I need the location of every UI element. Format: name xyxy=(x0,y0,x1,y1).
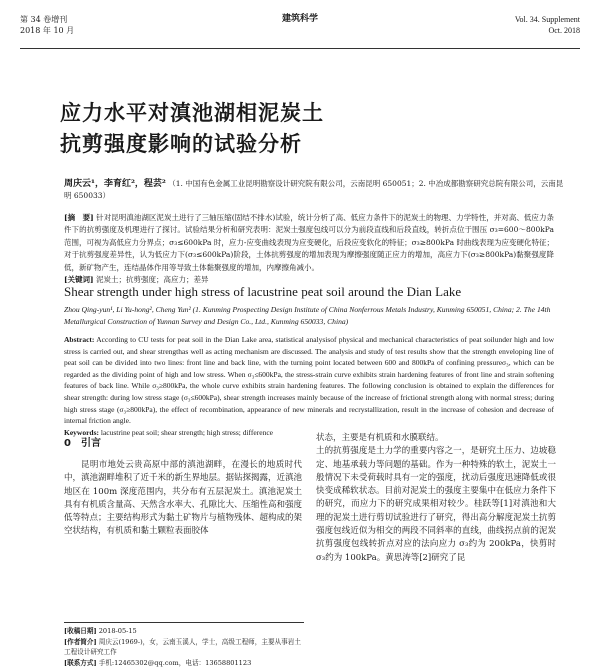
body-column-left xyxy=(64,432,302,539)
abstract-label: [摘 要] xyxy=(64,213,94,222)
keywords-text: 泥炭土；抗剪强度；高应力；差异 xyxy=(96,275,209,285)
affiliation: （1. 中国有色金属工业昆明勘察设计研究院有限公司，云南昆明 650051；2. 中冶成都勘察研究总院有限公司，云南昆明 650033） xyxy=(64,179,564,200)
author-bio: [作者简介] 周庆云(1969-)，女，云南玉溪人，学士，高级工程师，主要从事岩土工程设计研究工作 xyxy=(64,637,301,656)
volume-label: 第 34 卷增刊 xyxy=(20,15,68,24)
authors-chinese xyxy=(64,178,564,202)
title-chinese xyxy=(60,98,324,160)
journal-name: 建筑科学 xyxy=(281,14,318,24)
authors-english: Zhou Qing-yun¹, Li Yu-hong², Cheng Yun² (1. Kunming Prospecting Design Institute of China Nonferrous Metals Industry, Kunming 650051, China; 2. The 14th Metallurgical Construction of Yunnan Survey and Design Co., Ltd., Kunming 650033, China) xyxy=(64,305,551,326)
abstract-chinese xyxy=(64,212,554,286)
section-heading: 0 引言 xyxy=(64,438,101,449)
abstract-text: 针对昆明滇池湖区泥炭土进行了三轴压缩(固结不排水)试验，统计分析了高、低应力条件下的泥炭土的物理、力学特性，并对高、低应力条件下的抗剪强度及机理进行了探讨。试验结果分析和研究表明：泥炭土强度包线可以分为前段直线和后段直线，转折点位于围压 σ₃=600～800kPa 范围，可视为高低应力分界点；σ₃≤600kPa 时，应力-应变曲线表现为应变硬化，后段应变软化的特征；σ₃≥800kPa 时曲线表现为应变硬化特征；对于抗剪强度差异性，认为低应力下(σ₃≤600kPa)阶段，土体抗剪强度的增加表现为摩擦强度随正应力的增加，高应力下(σ₃≥800kPa)黏聚强度降低，新矿物产生，连结晶体作用等导致土体黏聚强度的增加，内摩擦角减小。 xyxy=(64,213,554,272)
abstract-english xyxy=(64,334,554,438)
contact-info: [联系方式] 手机:12465302@qq.com，电话：13658801123 xyxy=(64,658,252,667)
intro-paragraph-continued: 状态，主要是有机质和水膜联结。 土的抗剪强度是土力学的重要内容之一，是研究土压力、边坡稳定、地基承载力等问题的基础。作为一种特殊的软土，泥炭土一般情况下未受荷载时具有一定的强度，扰动后强度迅速降低或很快变成稀软状态。目前对泥炭土的强度主要集中在低应力条件下的研究，而应力下的研究成果相对较少。桂跃等[1]对滇池和大理的泥炭土进行剪切试验进行了研究，得出高分解度泥炭土抗剪强度包线近似为相交的两段不同斜率的直线，曲线拐点前的泥炭抗剪强度包线转折点对应的法向应力 σ₃约为 200kPa，快剪时 σ₃约为 100kPa。黄思涛等[2]研究了昆 xyxy=(316,433,556,563)
header-rule xyxy=(20,48,580,49)
keywords-en-label: Keywords: xyxy=(64,427,99,437)
journal-volume-info-en xyxy=(515,14,580,36)
footnote xyxy=(64,622,304,668)
volume-label-en: Vol. 34. Supplement xyxy=(514,15,580,24)
date-label-en: Oct. 2018 xyxy=(548,26,580,35)
title-line-2: 抗剪强度影响的试验分析 xyxy=(60,132,302,156)
received-date: [收稿日期] 2018-05-15 xyxy=(64,627,137,635)
keywords-label: [关键词] xyxy=(64,275,94,285)
intro-paragraph: 昆明市地处云贵高原中部的滇池湖畔，在漫长的地质时代中，滇池湖畔堆积了近千米的新生界地层。据钻探揭露，近滇池地区在 100m 深度范围内，共分布有五层泥炭土。滇池泥炭土具有有机质含量高、天然含水率大、孔隙比大、压缩性高和强度低等特点；主要结构形式为黏土矿物片与植物残体、超构成的架空状结构，有机质和黏土颗粒表面胶体 xyxy=(64,460,303,537)
body-column-right xyxy=(316,432,556,565)
abstract-en-text: According to CU tests for peat soil in the Dian Lake area, statistical analysisof physical and mechanical characteristics of peat soilunder high and low stress is carried out, and shear strengthas well as acting mechanism are discussed. The analysis and study of test results show that the strength enveloping line of peat soil can be divided into two lines: front line and back line, with the turning point located between 600 and 800kPa of confining pressureσ₃, which can be regarded as the dividing point of high and low stress. When σ₃≤600kPa, the stress-strain curve exhibits strain hardening features of front line and strain softening features of back line. While σ₃≥800kPa, the whole curve exhibits strain hardening features. The following conclusion is obtained to explain the differences for shear strength: during low stress stage (σ₃≤600kPa), shear strength increases mainly because of the increase of frictional strength along with normal stress; during high stress stage (σ₃≥800kPa), the effect of recombination, appearance of new minerals and recrystallization, result in the increase of cohesion and decrease of internal friction angle. xyxy=(64,335,554,426)
title-line-1: 应力水平对滇池湖相泥炭土 xyxy=(60,101,324,125)
keywords-en-text: lacustrine peat soil; shear strength; high stress; difference xyxy=(100,427,273,437)
author-names: 周庆云¹，李育红²，程芸² xyxy=(64,179,166,189)
abstract-en-label: Abstract: xyxy=(64,335,95,344)
date-label: 2018 年 10 月 xyxy=(20,26,75,35)
title-english: Shear strength under high stress of lacustrine peat soil around the Dian Lake xyxy=(64,284,462,299)
